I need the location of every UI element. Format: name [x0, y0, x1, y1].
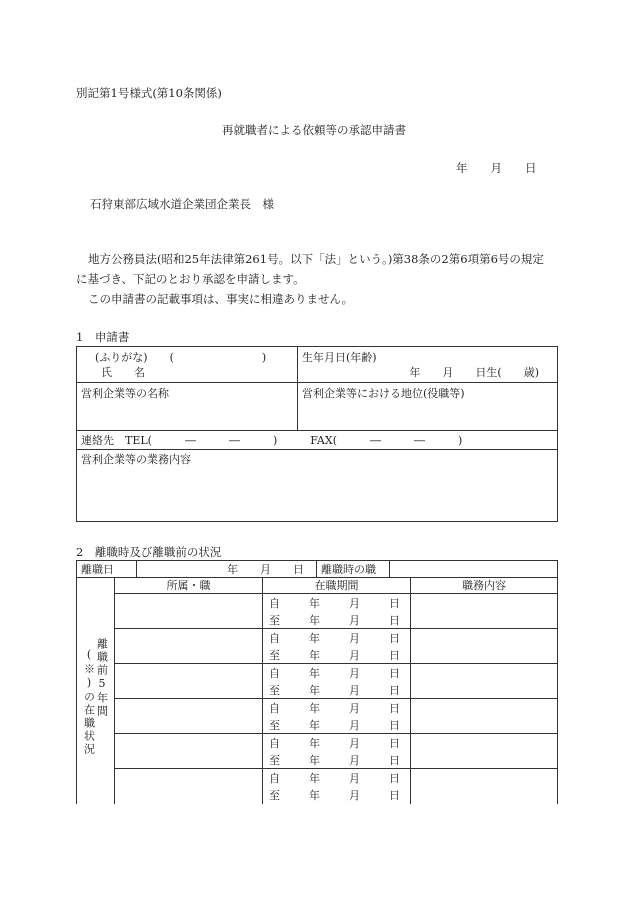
name-cell[interactable] [77, 347, 298, 383]
period-from [263, 769, 410, 785]
to-month: 月 [349, 649, 360, 662]
retire-post-cell[interactable] [390, 561, 558, 578]
to-month: 月 [349, 684, 360, 697]
history-row [77, 769, 558, 804]
period-cell[interactable] [263, 629, 411, 664]
period-to [263, 750, 410, 767]
to-mark: 至 [269, 719, 280, 732]
name-label: 氏 名 [101, 366, 145, 379]
period-from [263, 629, 410, 645]
history-row [77, 734, 558, 769]
from-day: 日 [389, 772, 400, 785]
dept-cell[interactable] [115, 664, 263, 699]
birth-label: 生年月日(年齢) [302, 351, 377, 364]
from-month: 月 [349, 632, 360, 645]
period-from [263, 734, 410, 750]
to-year: 年 [309, 649, 320, 662]
to-day: 日 [389, 684, 400, 697]
from-year: 年 [309, 702, 320, 715]
period-cell[interactable] [263, 769, 411, 804]
application-table [76, 346, 558, 522]
from-month: 月 [349, 597, 360, 610]
dept-cell[interactable] [115, 629, 263, 664]
retire-post-label-cell [317, 561, 390, 578]
retire-post-label: 離職時の職 [321, 563, 376, 576]
period-from [263, 664, 410, 680]
period-to [263, 715, 410, 732]
period-cell[interactable] [263, 699, 411, 734]
history-row [77, 699, 558, 734]
to-day: 日 [389, 789, 400, 802]
to-month: 月 [349, 614, 360, 627]
col-period-label: 在職期間 [314, 579, 359, 592]
from-day: 日 [389, 737, 400, 750]
dept-cell[interactable] [115, 699, 263, 734]
section1-heading: 1 申請書 [76, 330, 130, 344]
body-line-1: 地方公務員法(昭和25年法律第261号。以下「法」という。)第38条の2第6項第6号の規定 [88, 252, 544, 266]
col-dept-label: 所属・職 [166, 579, 211, 592]
period-cell[interactable] [263, 594, 411, 629]
document-title: 再就職者による依頼等の承認申請書 [222, 123, 406, 137]
from-year: 年 [309, 632, 320, 645]
body-line-2: に基づき、下記のとおり承認を申請します。 [76, 272, 305, 286]
birth-cell[interactable] [298, 347, 558, 383]
period-to [263, 610, 410, 627]
col-duties-label: 職務内容 [462, 579, 506, 592]
to-month: 月 [349, 789, 360, 802]
to-year: 年 [309, 754, 320, 767]
period-cell[interactable] [263, 734, 411, 769]
contact-cell[interactable] [77, 431, 558, 450]
to-month: 月 [349, 719, 360, 732]
history-row [77, 664, 558, 699]
from-mark: 自 [269, 702, 280, 715]
duties-cell[interactable] [411, 699, 558, 734]
from-day: 日 [389, 597, 400, 610]
to-year: 年 [309, 789, 320, 802]
col-duties-header [411, 578, 558, 594]
from-year: 年 [309, 772, 320, 785]
contact-label: 連絡先 TEL( ― ― ) FAX( ― ― ) [81, 434, 463, 447]
addressee: 石狩東部広域水道企業団企業長 様 [90, 197, 274, 211]
from-mark: 自 [269, 772, 280, 785]
retire-date-label: 離職日 [81, 563, 114, 576]
dept-cell[interactable] [115, 594, 263, 629]
period-to [263, 785, 410, 802]
to-day: 日 [389, 649, 400, 662]
period-from [263, 594, 410, 610]
retire-date-cell[interactable] [137, 561, 317, 578]
company-position-cell[interactable] [298, 383, 558, 431]
company-position-label: 営利企業等における地位(役職等) [302, 387, 465, 400]
from-year: 年 [309, 597, 320, 610]
to-day: 日 [389, 754, 400, 767]
body-line-3: この申請書の記載事項は、事実に相違ありません。 [88, 292, 354, 306]
from-month: 月 [349, 667, 360, 680]
furigana-label: (ふりがな) ( ) [95, 351, 267, 364]
company-name-label: 営利企業等の名称 [81, 387, 169, 400]
period-from [263, 699, 410, 715]
form-label: 別記第1号様式(第10条関係) [76, 86, 222, 100]
employment-history-table [76, 577, 558, 804]
to-mark: 至 [269, 789, 280, 802]
duties-cell[interactable] [411, 594, 558, 629]
business-cell[interactable] [77, 450, 558, 522]
period-to [263, 645, 410, 662]
to-mark: 至 [269, 754, 280, 767]
vertical-label-status: (※)の在職状況 [82, 648, 96, 756]
period-cell[interactable] [263, 664, 411, 699]
from-mark: 自 [269, 737, 280, 750]
from-day: 日 [389, 667, 400, 680]
dept-cell[interactable] [115, 769, 263, 804]
period-to [263, 680, 410, 697]
from-day: 日 [389, 702, 400, 715]
from-month: 月 [349, 772, 360, 785]
to-year: 年 [309, 614, 320, 627]
date-line: 年 月 日 [456, 161, 537, 175]
retire-date-label-cell [77, 561, 137, 578]
dept-cell[interactable] [115, 734, 263, 769]
history-row [77, 594, 558, 629]
company-name-cell[interactable] [77, 383, 298, 431]
from-month: 月 [349, 702, 360, 715]
duties-cell[interactable] [411, 664, 558, 699]
from-mark: 自 [269, 597, 280, 610]
col-period-header [263, 578, 411, 594]
to-day: 日 [389, 719, 400, 732]
vertical-label-cell [77, 578, 115, 804]
retirement-header-table [76, 560, 558, 578]
from-year: 年 [309, 667, 320, 680]
to-month: 月 [349, 754, 360, 767]
to-mark: 至 [269, 649, 280, 662]
col-dept-header [115, 578, 263, 594]
to-year: 年 [309, 684, 320, 697]
to-year: 年 [309, 719, 320, 732]
retire-date-value: 年 月 日 [227, 563, 304, 576]
section2-heading: 2 離職時及び離職前の状況 [76, 545, 222, 559]
to-day: 日 [389, 614, 400, 627]
from-mark: 自 [269, 632, 280, 645]
from-month: 月 [349, 737, 360, 750]
duties-cell[interactable] [411, 734, 558, 769]
birth-value: 年 月 日生( 歳) [409, 366, 540, 379]
vertical-label-years: 離職前5年間 [95, 638, 109, 718]
from-year: 年 [309, 737, 320, 750]
to-mark: 至 [269, 684, 280, 697]
from-mark: 自 [269, 667, 280, 680]
business-label: 営利企業等の業務内容 [81, 453, 191, 466]
history-row [77, 629, 558, 664]
duties-cell[interactable] [411, 769, 558, 804]
duties-cell[interactable] [411, 629, 558, 664]
from-day: 日 [389, 632, 400, 645]
to-mark: 至 [269, 614, 280, 627]
